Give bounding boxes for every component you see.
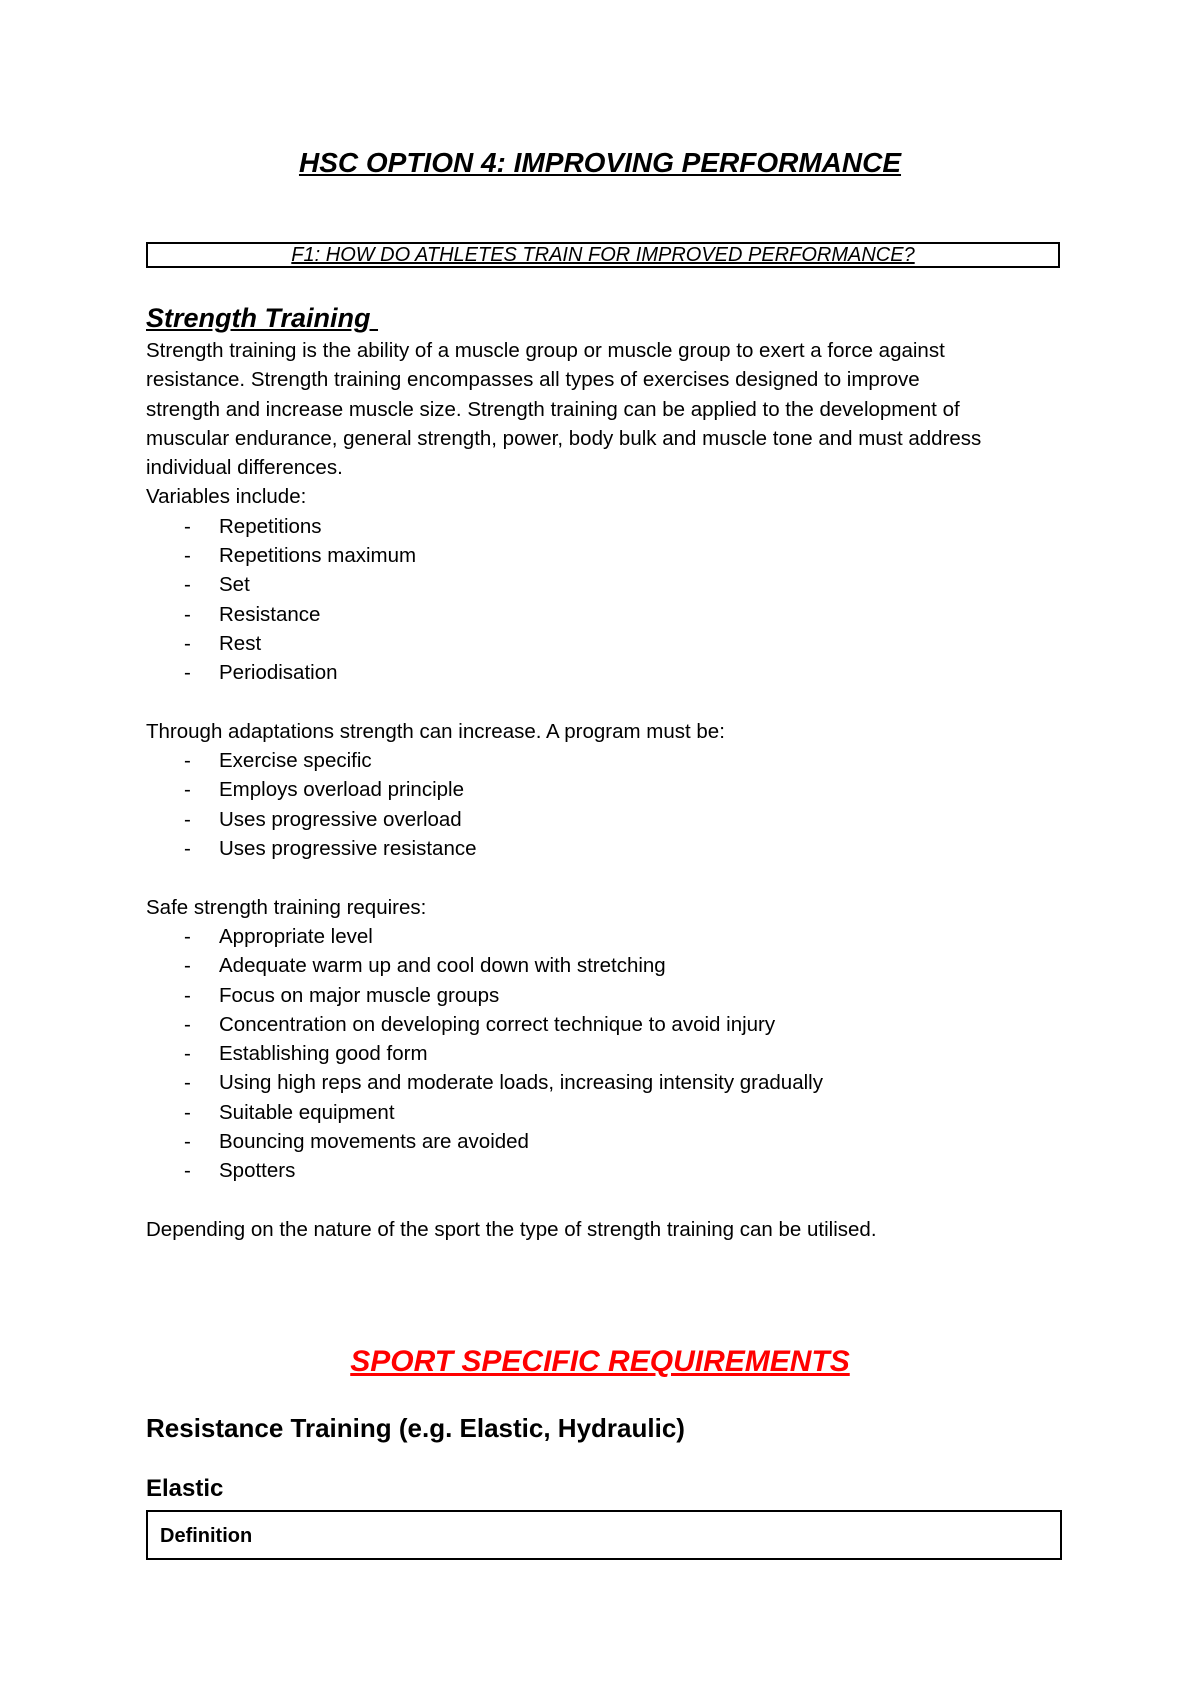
bullet-dash: - [184, 573, 191, 597]
definition-label: Definition [160, 1525, 253, 1547]
bullet-dash: - [184, 1071, 191, 1095]
list-item-text: Bouncing movements are avoided [219, 1130, 529, 1154]
list-item [146, 512, 1066, 541]
list-item [146, 1098, 1066, 1127]
list-item [146, 1068, 1066, 1097]
document-title: HSC OPTION 4: IMPROVING PERFORMANCE [298, 147, 902, 178]
variables-list [146, 512, 1066, 688]
list-item [146, 658, 1066, 687]
bullet-dash: - [184, 924, 191, 948]
bullet-dash: - [184, 661, 191, 685]
list-item-text: Concentration on developing correct technique to avoid injury [219, 1012, 776, 1036]
list-item-text: Repetitions [219, 514, 322, 538]
intro-line: individual differences. [146, 456, 343, 480]
bullet-dash: - [184, 807, 191, 831]
bullet-dash: - [184, 749, 191, 773]
list-item-text: Set [219, 573, 250, 597]
bullet-dash: - [184, 544, 191, 568]
list-item-text: Employs overload principle [219, 778, 464, 802]
list-item [146, 1156, 1066, 1185]
program-list [146, 746, 1066, 863]
list-item [146, 629, 1066, 658]
bullet-dash: - [184, 514, 191, 538]
strength-training-heading: Strength Training [146, 303, 379, 333]
focus-question-box [146, 242, 1060, 268]
bullet-dash: - [184, 602, 191, 626]
list-item [146, 775, 1066, 804]
definition-box [146, 1510, 1062, 1560]
bullet-dash: - [184, 631, 191, 655]
bullet-dash: - [184, 1130, 191, 1154]
list-item-text: Using high reps and moderate loads, increasing intensity gradually [219, 1071, 823, 1095]
list-item-text: Periodisation [219, 661, 338, 685]
bullet-dash: - [184, 954, 191, 978]
sport-specific-heading: SPORT SPECIFIC REQUIREMENTS [350, 1345, 850, 1378]
bullet-dash: - [184, 1012, 191, 1036]
strength-training-body [146, 336, 1066, 1244]
list-item [146, 600, 1066, 629]
variables-label: Variables include: [146, 485, 307, 509]
bullet-dash: - [184, 778, 191, 802]
list-item-text: Resistance [219, 602, 321, 626]
list-item-text: Rest [219, 631, 262, 655]
list-item-text: Suitable equipment [219, 1100, 395, 1124]
list-item-text: Appropriate level [219, 924, 373, 948]
list-item [146, 746, 1066, 775]
intro-line: resistance. Strength training encompasses all types of exercises designed to improve [146, 368, 920, 392]
program-label: Through adaptations strength can increase. A program must be: [146, 719, 725, 743]
resistance-training-heading: Resistance Training (e.g. Elastic, Hydraulic) [146, 1413, 685, 1443]
list-item [146, 1039, 1066, 1068]
bullet-dash: - [184, 1100, 191, 1124]
list-item [146, 541, 1066, 570]
list-item-text: Spotters [219, 1159, 296, 1183]
intro-line: strength and increase muscle size. Strength training can be applied to the development of [146, 397, 960, 421]
list-item [146, 1010, 1066, 1039]
list-item-text: Focus on major muscle groups [219, 983, 500, 1007]
list-item-text: Exercise specific [219, 749, 372, 773]
elastic-heading: Elastic [146, 1475, 224, 1502]
list-item [146, 951, 1066, 980]
list-item [146, 1127, 1066, 1156]
bullet-dash: - [184, 837, 191, 861]
list-item [146, 570, 1066, 599]
safe-list [146, 922, 1066, 1186]
paragraph-gap [146, 1186, 1066, 1215]
intro-line: muscular endurance, general strength, power, body bulk and muscle tone and must address [146, 426, 982, 450]
list-item [146, 981, 1066, 1010]
focus-question-text: F1: HOW DO ATHLETES TRAIN FOR IMPROVED PERFORMANCE? [291, 244, 915, 266]
list-item-text: Adequate warm up and cool down with stretching [219, 954, 666, 978]
bullet-dash: - [184, 1159, 191, 1183]
bullet-dash: - [184, 983, 191, 1007]
intro-line: Strength training is the ability of a muscle group or muscle group to exert a force against [146, 339, 945, 362]
list-item-text: Establishing good form [219, 1042, 428, 1066]
list-item [146, 834, 1066, 863]
list-item-text: Uses progressive resistance [219, 837, 477, 861]
list-item [146, 922, 1066, 951]
paragraph-gap [146, 688, 1066, 717]
list-item-text: Uses progressive overload [219, 807, 462, 831]
bullet-dash: - [184, 1042, 191, 1066]
list-item-text: Repetitions maximum [219, 544, 417, 568]
safe-label: Safe strength training requires: [146, 895, 427, 919]
paragraph-gap [146, 863, 1066, 892]
list-item [146, 805, 1066, 834]
closing-sentence: Depending on the nature of the sport the type of strength training can be utilised. [146, 1217, 877, 1241]
